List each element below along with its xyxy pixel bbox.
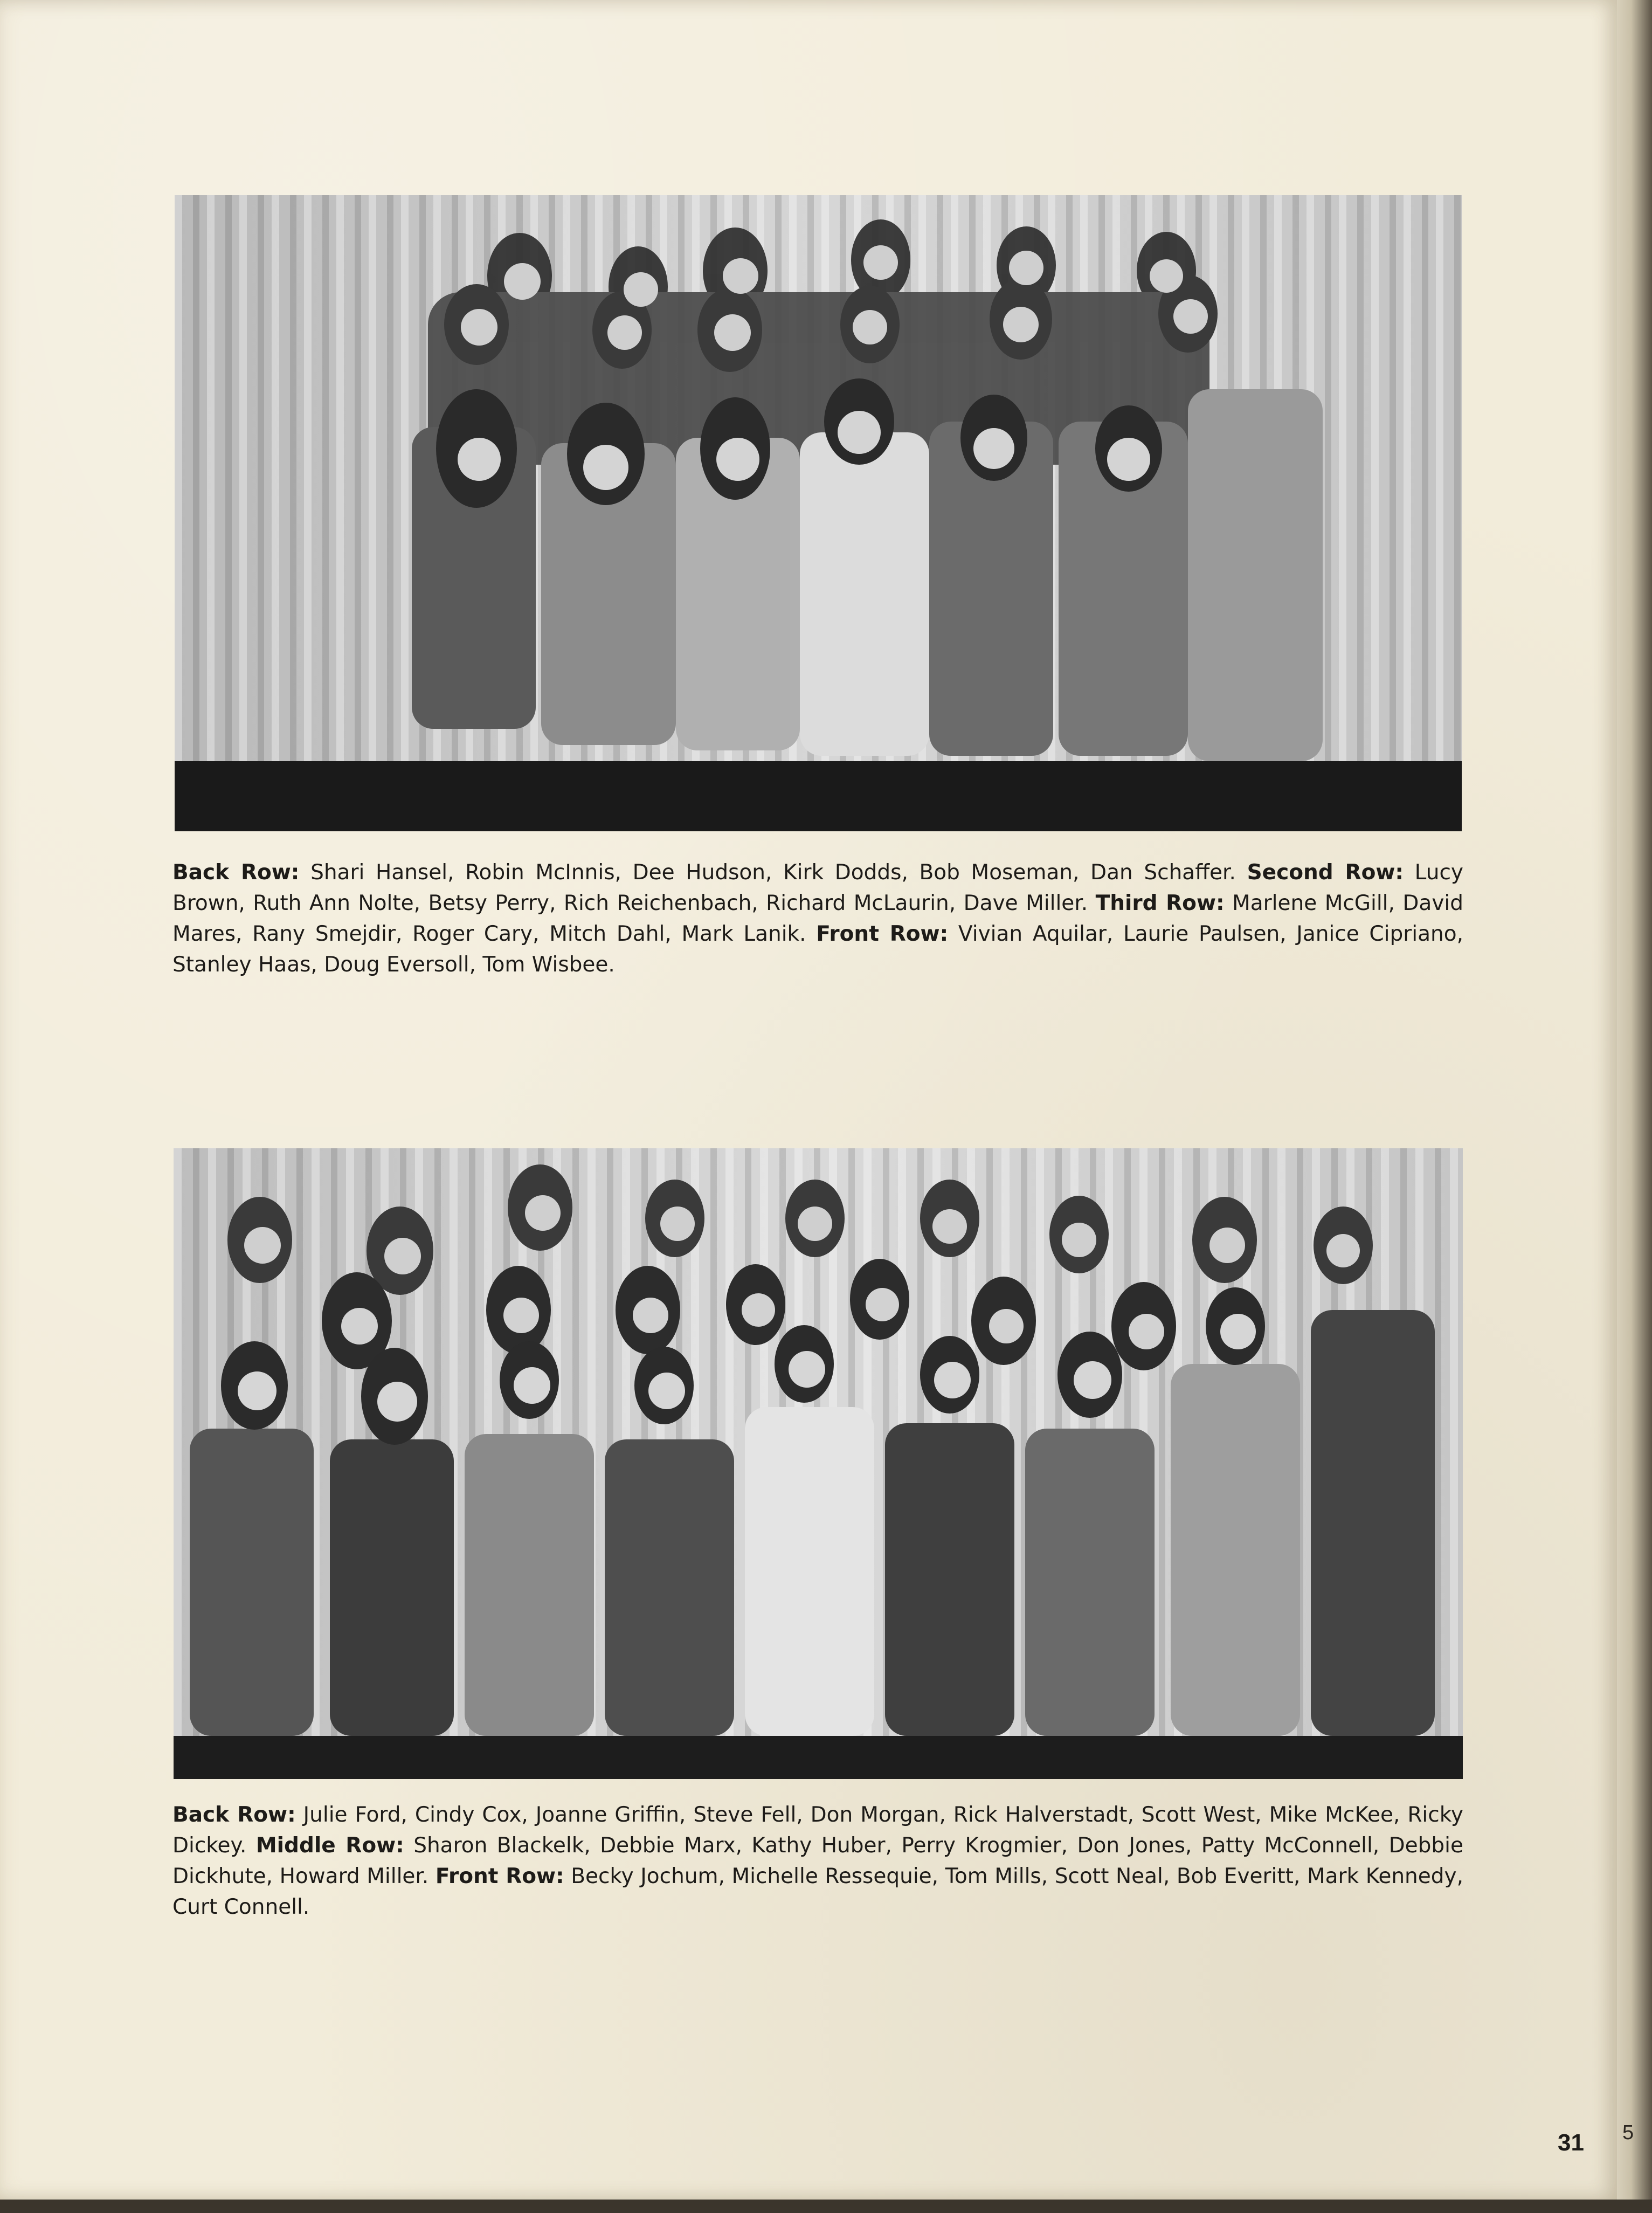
caption-1-row-label: Back Row: (172, 860, 300, 885)
group-photo-2-image (174, 1148, 1463, 1779)
group-photo-1 (175, 195, 1462, 831)
caption-1-row-names: Vivian Aquilar, Laurie Paulsen, Janice Cipriano, Stanley Haas, Doug Eversoll, Tom Wisbee. (172, 922, 1463, 977)
caption-2-row-names: Becky Jochum, Michelle Ressequie, Tom Mills, Scott Neal, Bob Everitt, Mark Kennedy, Curt Connell. (172, 1864, 1463, 1919)
edge-page-mark: 5 (1622, 2121, 1634, 2144)
caption-1-row-label: Front Row: (816, 922, 949, 946)
group-photo-1-image (175, 195, 1462, 831)
caption-1-row-label: Second Row: (1247, 860, 1404, 885)
caption-1-row-label: Third Row: (1095, 891, 1225, 915)
caption-2-row-label: Middle Row: (255, 1833, 404, 1858)
caption-1-row-names: Shari Hansel, Robin McInnis, Dee Hudson, Kirk Dodds, Bob Moseman, Dan Schaffer. (299, 860, 1247, 885)
photo-1-caption (172, 857, 1463, 980)
next-page-edge (1617, 0, 1652, 2213)
caption-1-row-names: Marlene McGill, David Mares, Rany Smejdir, Roger Cary, Mitch Dahl, Mark Lanik. (172, 891, 1463, 946)
caption-2-row-names: Julie Ford, Cindy Cox, Joanne Griffin, Steve Fell, Don Morgan, Rick Halverstadt, Scott West, Mike McKee, Ricky Dickey. (172, 1803, 1463, 1858)
photo-2-caption (172, 1800, 1463, 1922)
page-number: 31 (1558, 2129, 1584, 2156)
caption-2-row-names: Sharon Blackelk, Debbie Marx, Kathy Huber, Perry Krogmier, Don Jones, Patty McConnell, Debbie Dickhute, Howard Miller. (172, 1833, 1463, 1888)
caption-2-row-label: Front Row: (435, 1864, 564, 1888)
page-bottom-shadow (0, 2200, 1652, 2213)
group-photo-2 (174, 1148, 1463, 1779)
caption-2-row-label: Back Row: (172, 1803, 296, 1827)
caption-1-row-names: Lucy Brown, Ruth Ann Nolte, Betsy Perry, Rich Reichenbach, Richard McLaurin, Dave Miller. (172, 860, 1463, 915)
